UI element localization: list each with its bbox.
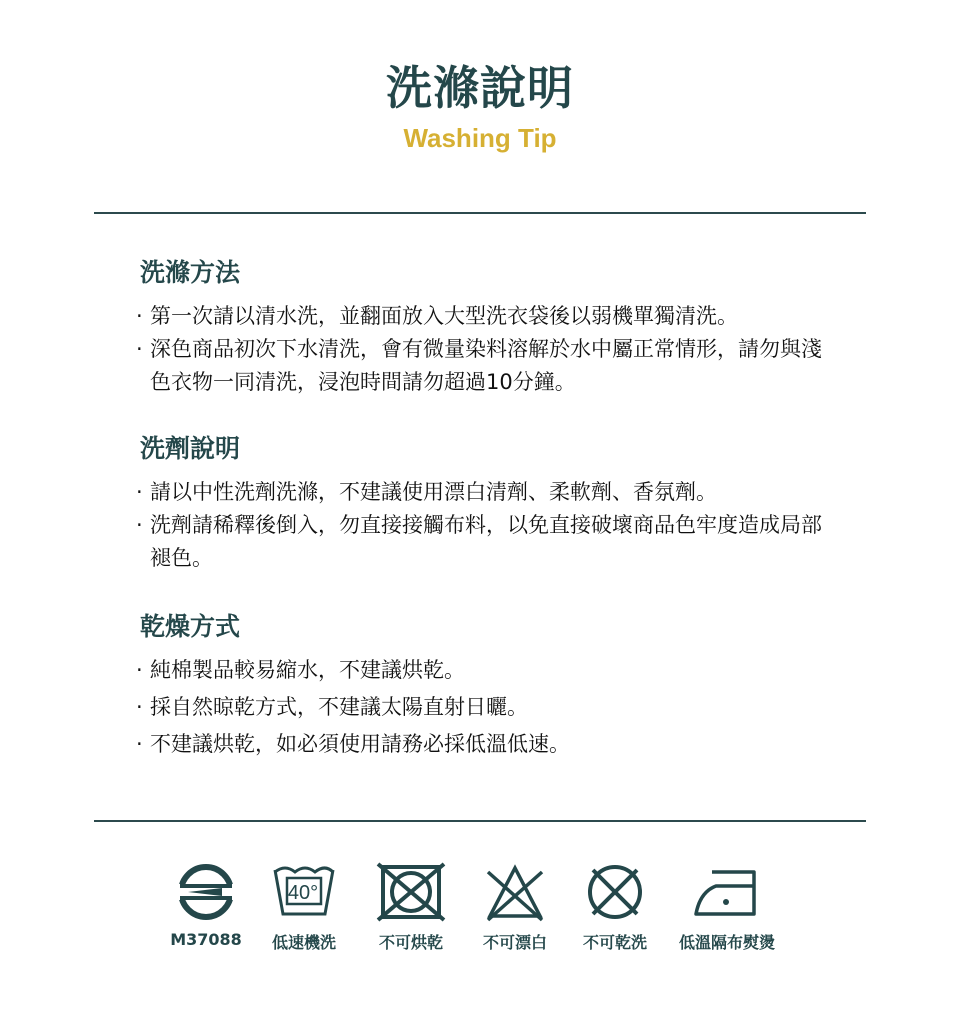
wash-40-icon (254, 862, 354, 922)
no-dry-clean-icon (565, 862, 665, 922)
list-item: · 純棉製品較易縮水，不建議烘乾。 (140, 654, 840, 687)
bottom-divider (94, 820, 866, 822)
list-item: · 深色商品初次下水清洗，會有微量染料溶解於水中屬正常情形，請勿與淺色衣物一同清洗，浸泡時間請勿超過10分鐘。 (140, 333, 840, 399)
section-heading: 洗滌方法 (140, 258, 241, 287)
list-item: · 不建議烘乾，如必須使用請務必採低溫低速。 (140, 728, 840, 761)
care-label: M37088 (170, 930, 242, 949)
care-label: 不可漂白 (482, 933, 547, 952)
page-subtitle: Washing Tip (403, 123, 557, 153)
care-item-no-tumble-dry (361, 862, 461, 953)
item-list (140, 654, 840, 761)
bsmi-mark-icon (156, 862, 256, 922)
section-heading: 乾燥方式 (140, 612, 241, 641)
item-list (140, 476, 840, 575)
page-title: 洗滌說明 (386, 61, 574, 115)
care-symbols (0, 862, 960, 962)
care-item-wash (254, 862, 354, 953)
care-item-no-bleach (465, 862, 565, 953)
care-label: 不可烘乾 (378, 933, 443, 952)
no-tumble-dry-icon (361, 862, 461, 922)
section-washing-method (140, 256, 840, 399)
care-label: 不可乾洗 (582, 933, 647, 952)
list-item: · 第一次請以清水洗，並翻面放入大型洗衣袋後以弱機單獨清洗。 (140, 300, 840, 333)
care-item-bsmi (156, 862, 256, 949)
section-drying (140, 610, 840, 765)
care-item-no-dry-clean (565, 862, 665, 953)
section-detergent (140, 432, 840, 575)
care-item-iron-low (677, 862, 777, 953)
list-item: · 請以中性洗劑洗滌，不建議使用漂白清劑、柔軟劑、香氛劑。 (140, 476, 840, 509)
care-label: 低速機洗 (271, 933, 336, 952)
care-label: 低溫隔布熨燙 (678, 933, 775, 952)
section-heading: 洗劑說明 (140, 434, 241, 463)
no-bleach-icon (465, 862, 565, 922)
wash-temp-text: 40° (287, 882, 319, 904)
list-item: · 採自然晾乾方式，不建議太陽直射日曬。 (140, 691, 840, 724)
item-list (140, 300, 840, 399)
iron-low-with-cloth-icon (677, 862, 777, 922)
list-item: · 洗劑請稀釋後倒入，勿直接接觸布料，以免直接破壞商品色牢度造成局部褪色。 (140, 509, 840, 575)
top-divider (94, 212, 866, 214)
